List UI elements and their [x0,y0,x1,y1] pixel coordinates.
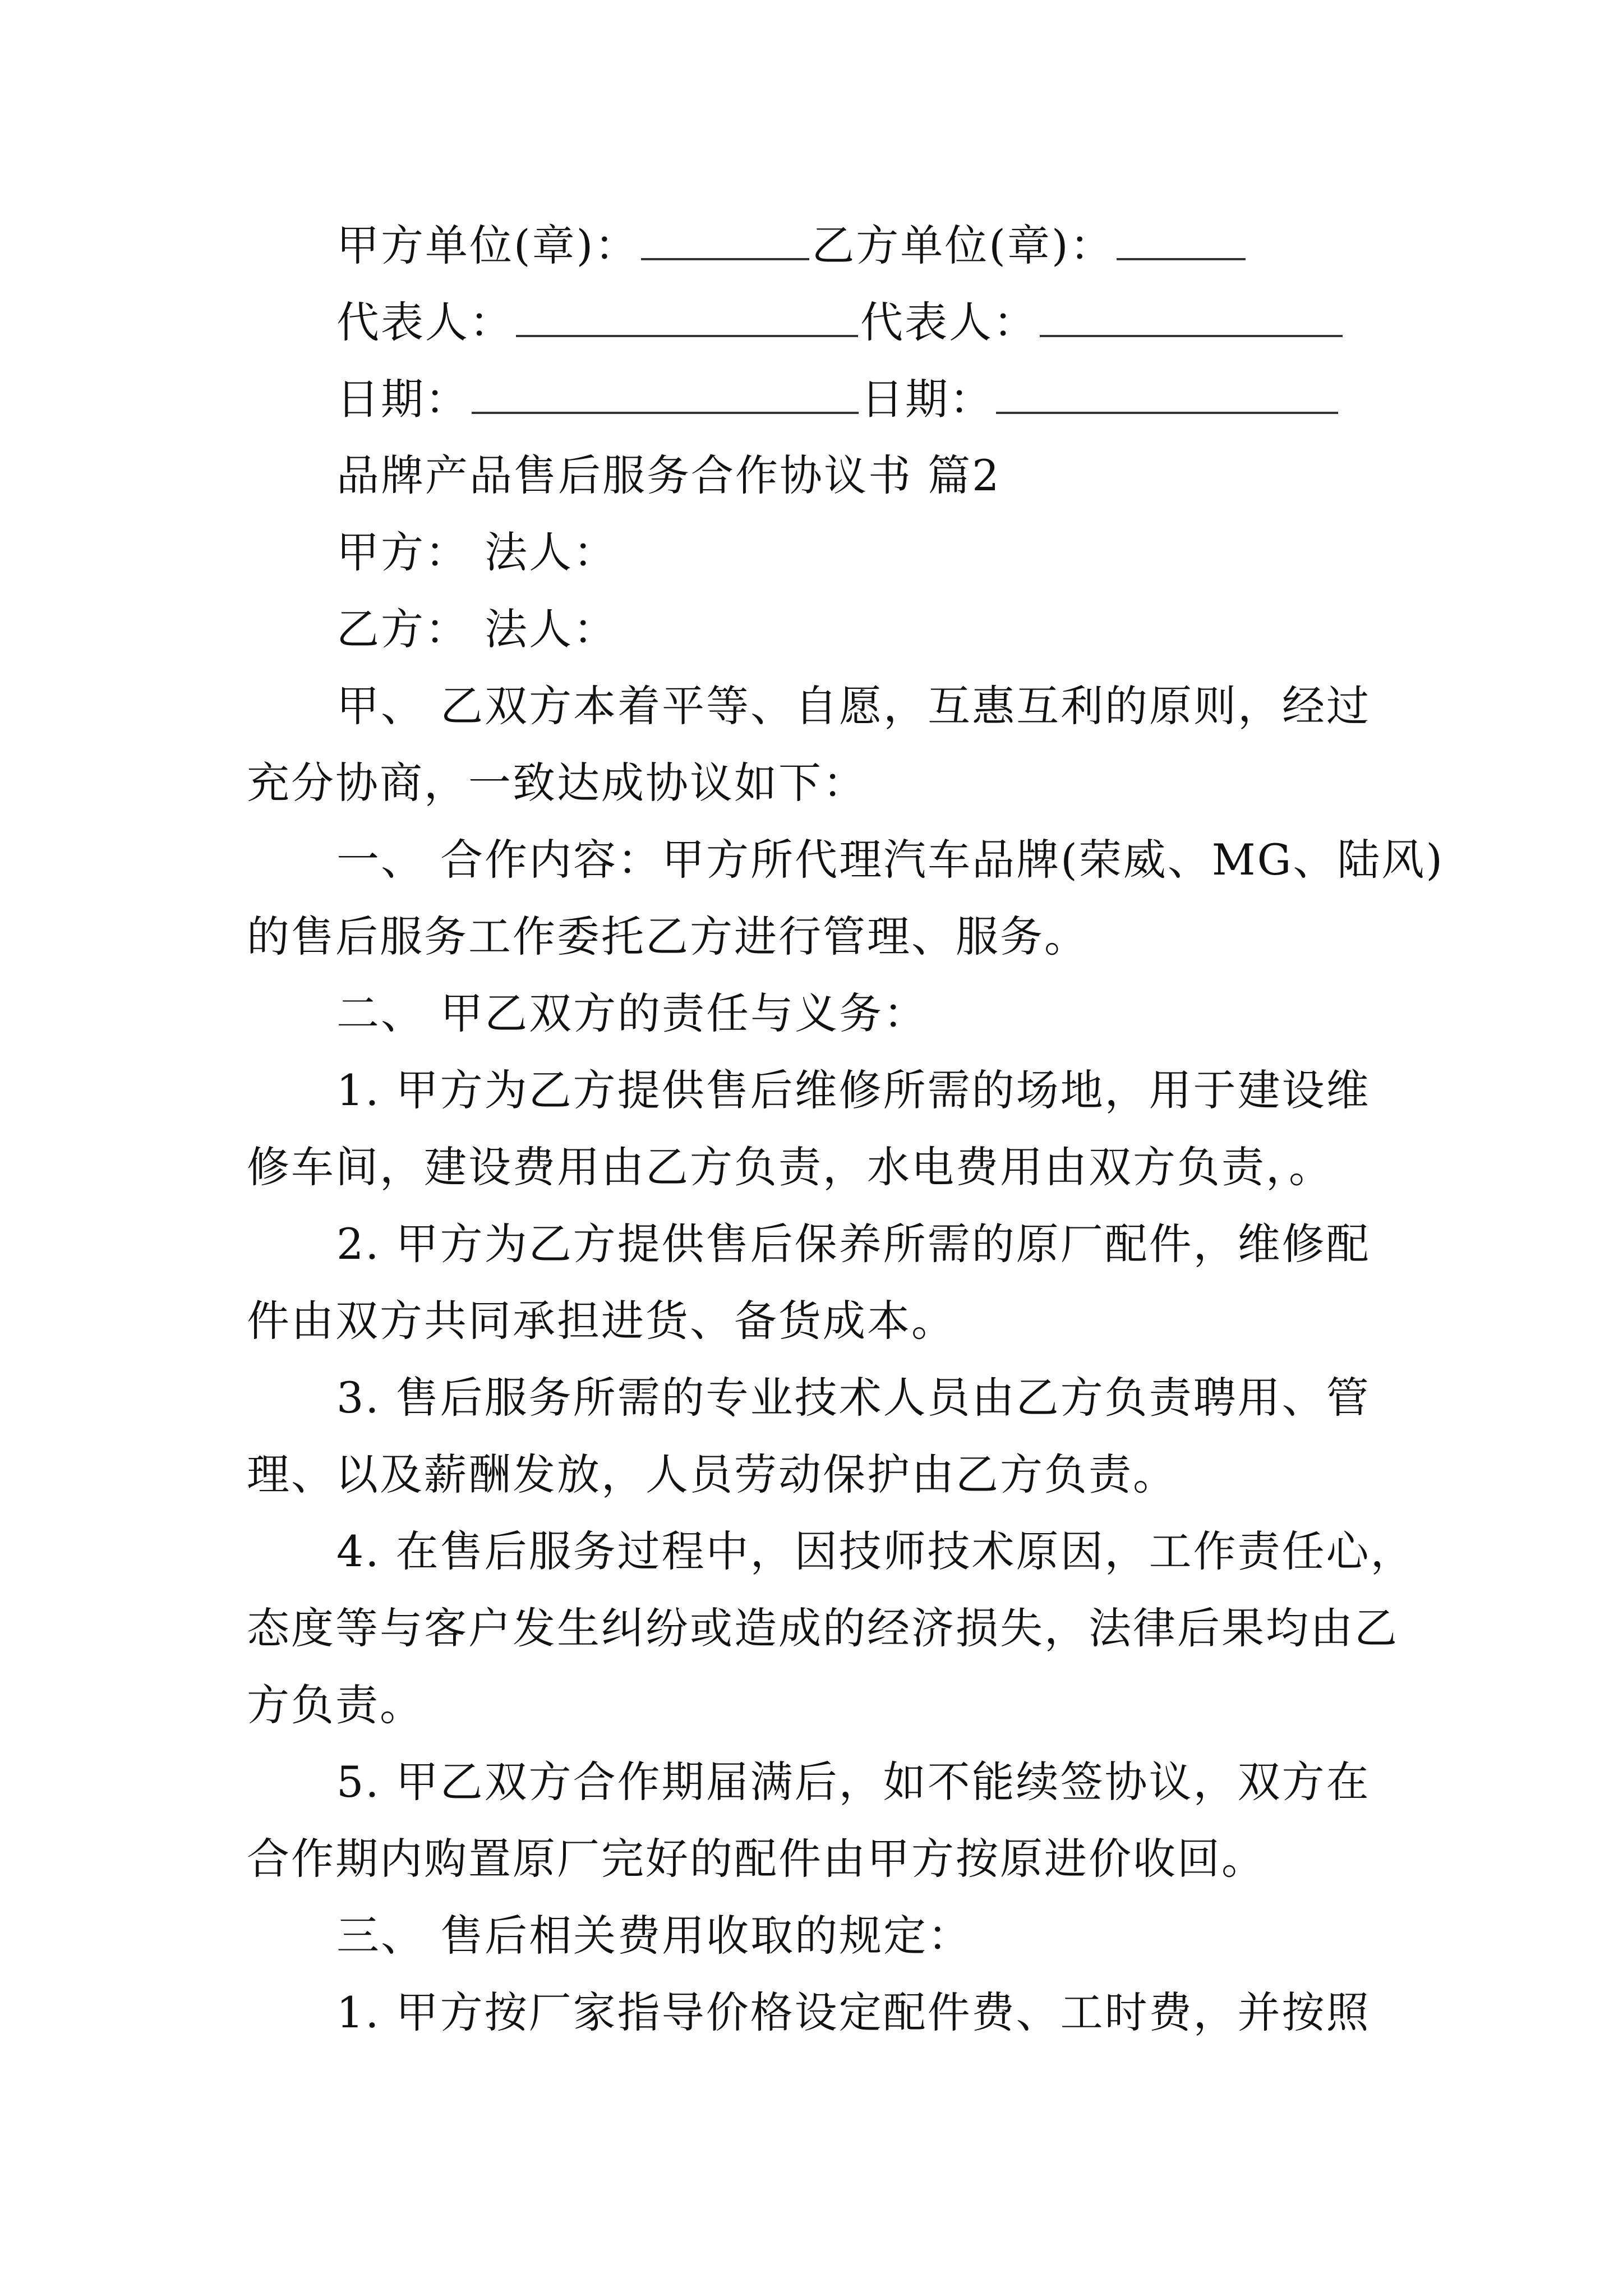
section-title: 品牌产品售后服务合作协议书 篇2 [336,450,1001,500]
party-b-representative-blank [1040,300,1343,337]
intro-line-2: 充分协商，一致达成协议如下： [247,758,867,808]
party-b-unit-blank [1117,223,1246,260]
section-1-line-1: 一、 合作内容：甲方所代理汽车品牌(荣威、MG、陆风) [336,835,1444,885]
party-a-line: 甲方： 法人： [336,527,618,577]
item-4-line-2: 态度等与客户发生纠纷或造成的经济损失，法律后果均由乙 [247,1603,1399,1653]
section-2-title: 二、 甲乙双方的责任与义务： [336,988,928,1038]
signature-row-date [336,374,1340,425]
intro-line-1: 甲、 乙双方本着平等、自愿，互惠互利的原则，经过 [336,681,1371,731]
item-2-line-1: 2. 甲方为乙方提供售后保养所需的原厂配件，维修配 [336,1219,1371,1269]
item-4-line-3: 方负责。 [247,1680,424,1730]
item-1-line-1: 1. 甲方为乙方提供售后维修所需的场地，用于建设维 [336,1065,1371,1115]
signature-row-unit [336,220,1248,271]
party-a-representative-label: 代表人： [336,297,514,347]
party-a-unit-label: 甲方单位(章)： [336,220,639,270]
party-b-line: 乙方： 法人： [336,604,618,654]
item-3-line-2: 理、以及薪酬发放，人员劳动保护由乙方负责。 [247,1450,1177,1499]
item-5-line-1: 5. 甲乙双方合作期届满后，如不能续签协议，双方在 [336,1757,1371,1807]
party-b-unit-label: 乙方单位(章)： [811,220,1114,270]
section-3-item-1-line-1: 1. 甲方按厂家指导价格设定配件费、工时费，并按照 [336,1987,1371,2037]
party-a-date-label: 日期： [336,374,469,424]
party-a-date-blank [472,377,859,414]
item-1-line-2: 修车间，建设费用由乙方负责，水电费用由双方负责，。 [247,1142,1333,1192]
party-a-representative-blank [516,300,858,337]
party-a-unit-blank [641,223,809,260]
party-b-date-label: 日期： [861,374,994,424]
party-b-date-blank [996,377,1338,414]
signature-row-representative [336,297,1345,348]
item-2-line-2: 件由双方共同承担进货、备货成本。 [247,1296,956,1346]
item-4-line-1: 4. 在售后服务过程中，因技师技术原因，工作责任心， [336,1526,1415,1576]
item-3-line-1: 3. 售后服务所需的专业技术人员由乙方负责聘用、管 [336,1373,1371,1423]
section-1-line-2: 的售后服务工作委托乙方进行管理、服务。 [247,912,1089,961]
party-b-representative-label: 代表人： [860,297,1038,347]
section-3-title: 三、 售后相关费用收取的规定： [336,1911,972,1961]
item-5-line-2: 合作期内购置原厂完好的配件由甲方按原进价收回。 [247,1834,1266,1884]
